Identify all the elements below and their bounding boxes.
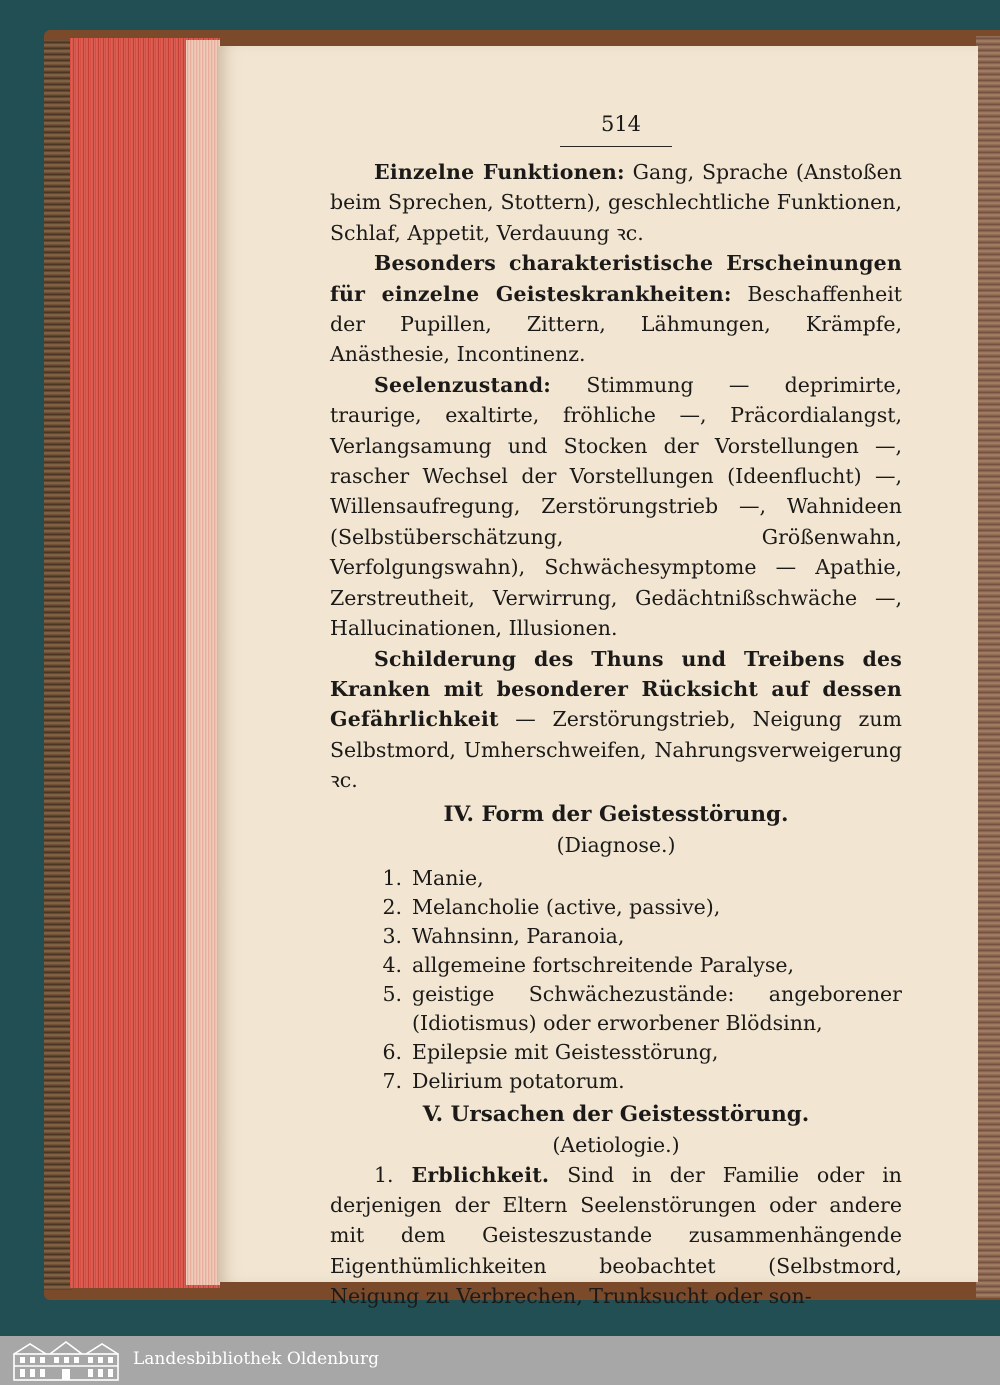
diagnosis-list: [330, 864, 902, 1096]
paragraph-erblichkeit: 1. Erblichkeit. Sind in der Familie oder in derjenigen der Eltern Seelenstörungen oder andere mit dem Geisteszustande zusammenhängende Eigenthümlichkeiten beobachtet (Selbstmord, Neigung zu Verbrechen, Trunksucht oder son-: [330, 1162, 902, 1309]
footer-bar: [0, 1336, 1000, 1385]
list-item: 6. Epilepsie mit Geistesstörung,: [382, 1039, 719, 1064]
page-text: [330, 110, 902, 1312]
section-heading-form: IV. Form der Geistesstörung.: [443, 801, 789, 827]
paragraph-charakteristische-erscheinungen: Besonders charakteristische Erscheinungen für einzelne Geisteskrankheiten: Beschaffenheit der Pupillen, Zittern, Lähmungen, Krämpfe, Anästhesie, Incontinenz.: [330, 251, 902, 367]
list-item: 7. Delirium potatorum.: [382, 1068, 625, 1093]
section-subheading-diagnose: (Diagnose.): [556, 832, 676, 857]
library-building-icon: [10, 1338, 122, 1382]
right-cover-edge: [976, 36, 1000, 1298]
paragraph-einzelne-funktionen: Einzelne Funktionen: Gang, Sprache (Anstoßen beim Sprechen, Stottern), geschlechtliche Funktionen, Schlaf, Appetit, Verdauung ꝛc.: [330, 160, 902, 245]
section-heading-ursachen: V. Ursachen der Geistesstörung.: [422, 1101, 810, 1127]
list-item: 1. Manie,: [382, 865, 484, 890]
page-number: 514: [600, 112, 642, 136]
list-item: 3. Wahnsinn, Paranoia,: [382, 923, 625, 948]
paragraph-schilderung: Schilderung des Thuns und Treibens des Kranken mit besonderer Rücksicht auf dessen Gefährlichkeit — Zerstörungstrieb, Neigung zum Selbstmord, Umherschweifen, Nahrungsverweigerung ꝛc.: [330, 646, 902, 793]
book-cover-edge: [44, 40, 72, 1290]
page-number-rule: [560, 146, 672, 147]
footer-library-name: Landesbibliothek Oldenburg: [133, 1349, 380, 1369]
list-item: 4. allgemeine fortschreitende Paralyse,: [382, 952, 794, 977]
section-subheading-aetiologie: (Aetiologie.): [552, 1132, 680, 1157]
page-edges-inner: [186, 40, 220, 1285]
list-item: 5. geistige Schwächezustände: angeborener (Idiotismus) oder erworbener Blödsinn,: [382, 981, 902, 1035]
list-item: 2. Melancholie (active, passive),: [382, 894, 721, 919]
paragraph-seelenzustand: Seelenzustand: Stimmung — deprimirte, traurige, exaltirte, fröhliche —, Präcordialangst, Verlangsamung und Stocken der Vorstellungen —, rascher Wechsel der Vorstellungen (Ideenflucht) —, Willensaufregung, Zerstörungstrieb —, Wahnideen (Selbstüberschätzung, Größenwahn, Verfolgungswahn), Schwächesymptome — Apathie, Zerstreutheit, Verwirrung, Gedächtnißschwäche —, Hallucinationen, Illusionen.: [330, 372, 902, 641]
